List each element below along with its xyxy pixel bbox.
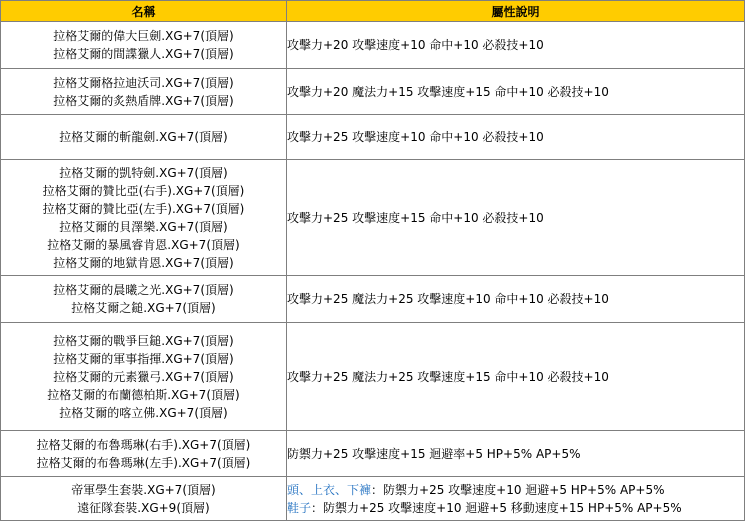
item-name: 帝軍學生套裝.XG+7(頂層): [71, 482, 216, 497]
attribute-cell: 攻擊力+25 攻擊速度+10 命中+10 必殺技+10: [287, 115, 745, 160]
item-names-cell: [1, 477, 287, 521]
item-name: 拉格艾爾的布魯瑪琳(右手).XG+7(頂層): [36, 437, 251, 452]
table-row: [1, 477, 745, 521]
item-name: 拉格艾爾的喀立佛.XG+7(頂層): [59, 405, 228, 420]
attribute-line: [287, 499, 744, 517]
item-name: 拉格艾爾的偉大巨劍.XG+7(頂層): [53, 29, 234, 43]
table-row: [1, 69, 745, 115]
item-name: 拉格艾爾的布魯瑪琳(左手).XG+7(頂層): [36, 455, 251, 470]
table-row: [1, 323, 745, 431]
item-name: 拉格艾爾的貝澤樂.XG+7(頂層): [59, 219, 228, 234]
table-row: [1, 22, 745, 69]
attribute-text: ：防禦力+25 攻擊速度+10 迴避+5 移動速度+15 HP+5% AP+5%: [311, 500, 682, 515]
item-name: 拉格艾爾的晨曦之光.XG+7(頂層): [53, 283, 234, 297]
attribute-line: [287, 481, 744, 499]
item-name: 拉格艾爾格拉迪沃司.XG+7(頂層): [53, 75, 234, 90]
attribute-cell: 攻擊力+20 魔法力+15 攻擊速度+15 命中+10 必殺技+10: [287, 69, 745, 115]
item-name: 拉格艾爾的布蘭德柏斯.XG+7(頂層): [47, 387, 240, 402]
item-name: 遠征隊套裝.XG+9(頂層): [77, 500, 210, 515]
item-name: 拉格艾爾的戰爭巨鎚.XG+7(頂層): [53, 333, 234, 348]
item-name: 拉格艾爾的凱特劍.XG+7(頂層): [59, 165, 228, 180]
item-names-cell: [1, 431, 287, 477]
item-names-cell: [1, 323, 287, 431]
item-names-cell: [1, 115, 287, 160]
table-row: [1, 115, 745, 160]
item-name: 拉格艾爾的暴風睿肯恩.XG+7(頂層): [47, 237, 240, 252]
item-name: 拉格艾爾的贊比亞(右手).XG+7(頂層): [42, 183, 245, 198]
attribute-cell: 防禦力+25 攻擊速度+15 迴避率+5 HP+5% AP+5%: [287, 431, 745, 477]
header-attribute: 屬性說明: [287, 1, 745, 22]
attribute-cell: 攻擊力+25 魔法力+25 攻擊速度+15 命中+10 必殺技+10: [287, 323, 745, 431]
item-names-cell: [1, 276, 287, 323]
attribute-label: 頭、上衣、下褲: [287, 482, 372, 497]
attribute-cell: 攻擊力+25 攻擊速度+15 命中+10 必殺技+10: [287, 160, 745, 276]
attribute-text: ：防禦力+25 攻擊速度+10 迴避+5 HP+5% AP+5%: [371, 482, 665, 497]
item-name: 拉格艾爾之鎚.XG+7(頂層): [71, 301, 216, 315]
item-name: 拉格艾爾的贊比亞(左手).XG+7(頂層): [42, 201, 245, 216]
item-name: 拉格艾爾的間諜獵人.XG+7(頂層): [53, 47, 234, 61]
attribute-cell: 攻擊力+25 魔法力+25 攻擊速度+10 命中+10 必殺技+10: [287, 276, 745, 323]
table-row: [1, 431, 745, 477]
table-row: [1, 276, 745, 323]
attribute-label: 鞋子: [287, 500, 312, 515]
header-name: 名稱: [1, 1, 287, 22]
attribute-cell: [287, 477, 745, 521]
item-name: 拉格艾爾的元素獵弓.XG+7(頂層): [53, 369, 234, 384]
attribute-cell: 攻擊力+20 攻擊速度+10 命中+10 必殺技+10: [287, 22, 745, 69]
item-name: 拉格艾爾的地獄肯恩.XG+7(頂層): [53, 255, 234, 270]
item-names-cell: [1, 160, 287, 276]
item-names-cell: [1, 69, 287, 115]
item-name: 拉格艾爾的炙熱盾牌.XG+7(頂層): [53, 93, 234, 108]
item-names-cell: [1, 22, 287, 69]
table-row: [1, 160, 745, 276]
item-name: 拉格艾爾的斬龍劍.XG+7(頂層): [59, 130, 228, 144]
item-name: 拉格艾爾的軍事指揮.XG+7(頂層): [53, 351, 234, 366]
header-row: [1, 1, 745, 22]
